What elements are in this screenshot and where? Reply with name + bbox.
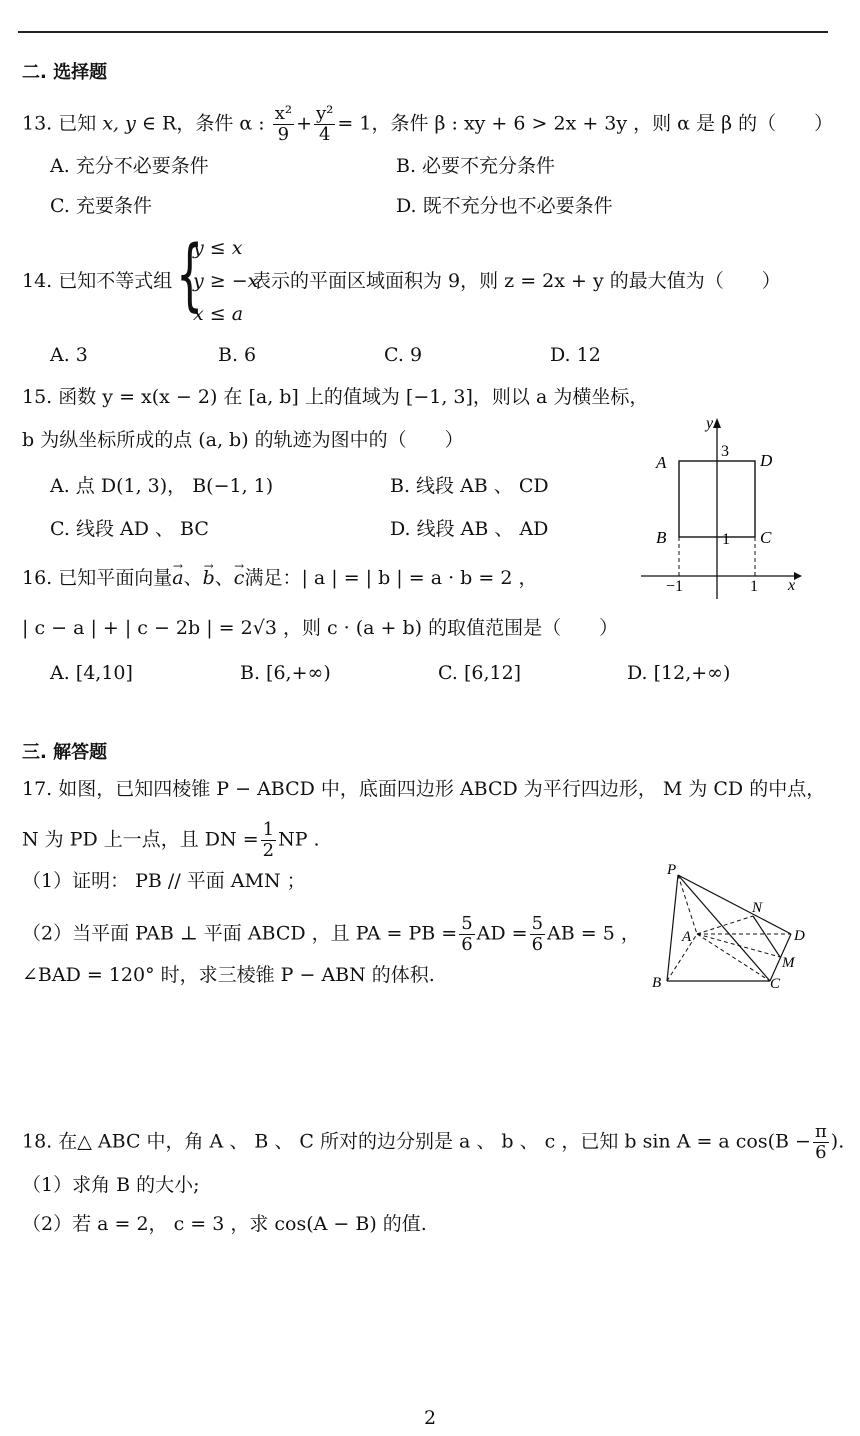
segment-AC: [697, 934, 770, 981]
q13-fraction-x: $\frac{\text{x²}}{9}$: [274, 103, 293, 145]
q14-option-c: C. 9: [384, 344, 423, 366]
q17-part-1: （1）证明： PB // 平面 AMN ；: [22, 870, 306, 892]
q17-line-2: [22, 820, 320, 861]
q13-cond-beta: ，条件 β : xy + 6 > 2x + 3y ，则 α 是 β 的（ ）: [371, 112, 834, 135]
edge-PC: [678, 875, 770, 981]
q16-sep-1: 、: [183, 567, 203, 589]
y-axis-arrow-icon: [713, 418, 721, 428]
q15-line-2: b 为纵坐标所成的点 (a, b) 的轨迹为图中的（ ）: [22, 429, 464, 451]
q17-part-2-mid: AD =: [476, 922, 528, 945]
label-M: M: [782, 955, 795, 971]
q16-option-d: D. [12,+∞): [627, 662, 731, 684]
q13-number: 13.: [22, 112, 53, 135]
q14-ineq-2: y ≥ −x: [193, 270, 259, 292]
q17-part-2-post: AB = 5 ，: [547, 922, 640, 945]
q18-line-1: [22, 1122, 844, 1163]
q18-line-1-pre: 18. 在△ ABC 中，角 A 、 B 、 C 所对的边分别是 a 、 b 、 c ，已知 b sin A = a cos(B −: [22, 1130, 811, 1153]
q17-pyramid-figure: [640, 856, 815, 996]
q15-option-b: B. 线段 AB 、 CD: [390, 475, 549, 497]
label-B: B: [656, 528, 667, 547]
label-A: A: [682, 929, 692, 945]
q14-option-a: A. 3: [50, 344, 88, 366]
edge-PD: [678, 875, 791, 934]
segment-AN: [697, 916, 753, 934]
q13-option-c: C. 充要条件: [50, 195, 152, 217]
section-title-answer: 三. 解答题: [22, 742, 108, 763]
q16-cond: 满足：| a | = | b | = a · b = 2 ，: [244, 567, 538, 589]
label-1: 1: [722, 531, 730, 548]
q14-option-d: D. 12: [550, 344, 601, 366]
q14-rest: 表示的平面区域面积为 9，则 z = 2x + y 的最大值为（ ）: [252, 270, 781, 292]
q14-number: 14. 已知不等式组: [22, 270, 173, 292]
segment-NM: [753, 916, 780, 957]
q15-option-d: D. 线段 AB 、 AD: [390, 518, 549, 540]
q13-eq: = 1: [337, 112, 372, 135]
q15-option-a: A. 点 D(1, 3)， B(−1, 1): [50, 475, 274, 497]
q17-part-2-line-2: ∠BAD = 120° 时，求三棱锥 P − ABN 的体积.: [22, 964, 435, 986]
q13-pre: 已知: [58, 112, 97, 135]
q16-option-a: A. [4,10]: [50, 662, 133, 684]
label-A: A: [656, 453, 667, 472]
q17-part-2-pre: （2）当平面 PAB ⊥ 平面 ABCD ，且 PA = PB =: [22, 922, 458, 945]
section-title-choice: 二. 选择题: [22, 62, 108, 83]
label-B: B: [652, 975, 662, 991]
q13-option-d: D. 既不充分也不必要条件: [396, 195, 613, 217]
q17-line-2-post: NP .: [278, 828, 320, 851]
q17-line-1: 17. 如图，已知四棱锥 P − ABCD 中，底面四边形 ABCD 为平行四边形， M 为 CD 的中点，: [22, 778, 826, 800]
top-rule: [18, 31, 828, 33]
page-number: 2: [423, 1407, 437, 1429]
q14-system: [193, 232, 258, 331]
q14-brace: {: [176, 230, 204, 320]
label-1-x: 1: [750, 578, 758, 595]
vec-a: → a: [172, 565, 183, 591]
vec-b: → b: [203, 565, 215, 591]
label-y: y: [706, 415, 714, 432]
q15-option-c: C. 线段 AD 、 BC: [50, 518, 209, 540]
label-neg1: −1: [666, 578, 684, 595]
label-x: x: [788, 577, 796, 594]
q17-line-2-pre: N 为 PD 上一点，且 DN =: [22, 828, 259, 851]
q17-fraction-2: $\frac{5}{6}$: [531, 913, 544, 955]
q14-option-b: B. 6: [218, 344, 257, 366]
question-13: [22, 104, 833, 145]
q17-part-2: [22, 914, 640, 955]
q16-line-1: [22, 565, 537, 591]
q17-fraction-1: $\frac{5}{6}$: [461, 913, 473, 955]
label-D: D: [794, 928, 805, 944]
q13-fraction-y: $\frac{\text{y²}}{4}$: [315, 103, 334, 145]
q15-line-1: 15. 函数 y = x(x − 2) 在 [a, b] 上的值域为 [−1, 3]，则以 a 为横坐标，: [22, 386, 649, 408]
vec-c: → c: [234, 565, 245, 591]
q13-vars: x, y: [102, 112, 136, 135]
q18-fraction-pi-6: $\frac{\pi}{6}$: [814, 1121, 827, 1163]
q16-line-2: | c − a | + | c − 2b | = 2√3 ，则 c · (a + b) 的取值范围是（ ）: [22, 617, 619, 639]
q13-in-R: ∈ R: [141, 112, 177, 135]
label-C: C: [770, 976, 781, 992]
q13-option-a: A. 充分不必要条件: [50, 155, 209, 177]
q18-part-1: （1）求角 B 的大小;: [22, 1174, 200, 1196]
q14-ineq-1: y ≤ x: [193, 237, 243, 259]
q14-ineq-3: x ≤ a: [193, 303, 244, 325]
q15-figure: [636, 414, 806, 604]
q13-option-b: B. 必要不充分条件: [396, 155, 556, 177]
q18-line-1-post: ).: [830, 1130, 845, 1153]
q16-option-c: C. [6,12]: [438, 662, 522, 684]
q17-fraction-half: $\frac{1}{2}$: [262, 819, 275, 861]
x-axis-arrow-icon: [794, 572, 802, 580]
label-P: P: [667, 862, 677, 878]
label-D: D: [760, 451, 773, 470]
q16-sep-2: 、: [214, 567, 234, 589]
q16-pre: 16. 已知平面向量: [22, 567, 173, 589]
edge-PB: [667, 875, 678, 981]
q16-option-b: B. [6,+∞): [240, 662, 331, 684]
q18-part-2: （2）若 a = 2， c = 3 ，求 cos(A − B) 的值.: [22, 1213, 427, 1235]
label-3: 3: [721, 443, 729, 460]
q13-cond-alpha: ，条件 α :: [176, 112, 265, 135]
q13-plus: +: [296, 112, 312, 135]
label-C: C: [760, 528, 772, 547]
label-N: N: [752, 900, 763, 916]
